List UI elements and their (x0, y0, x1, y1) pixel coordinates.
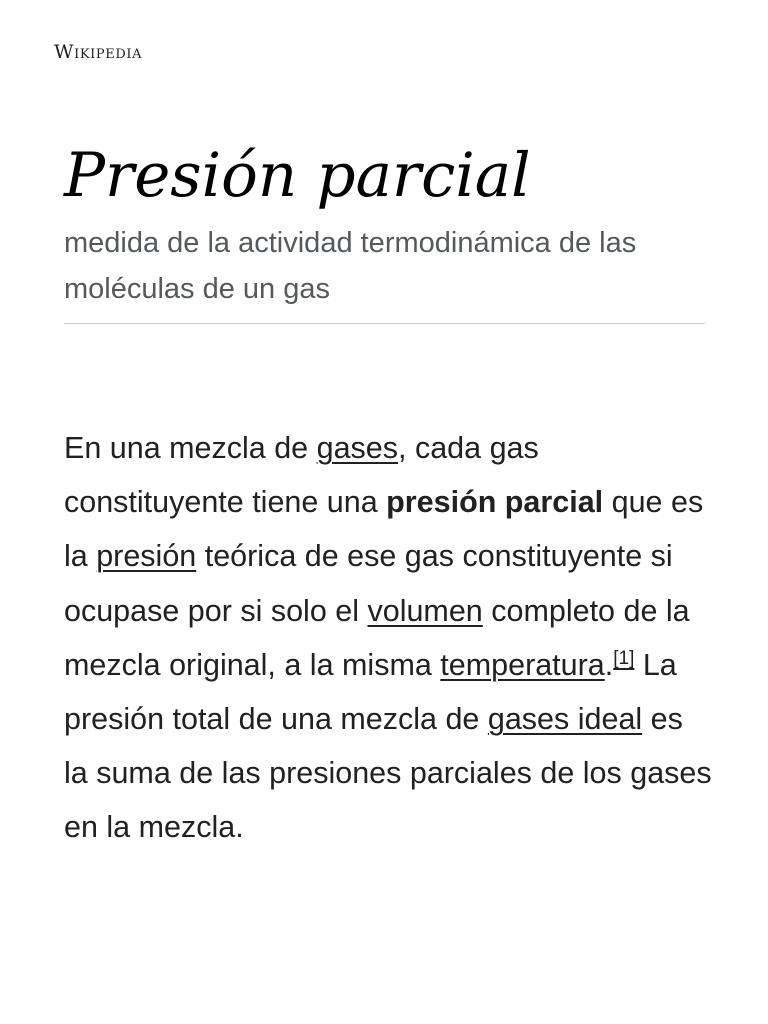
paragraph-text: En una mezcla de (64, 431, 317, 465)
paragraph-text: teórica de ese gas constituyente si ocupase por si solo el (64, 539, 673, 628)
reference-link[interactable]: [1] (613, 647, 635, 669)
article-paragraph (64, 421, 714, 855)
link-presion[interactable]: presión (96, 539, 197, 574)
page-description: medida de la actividad termodinámica de las moléculas de un gas (64, 227, 637, 305)
paragraph-text: que es la (64, 485, 704, 574)
link-temperatura[interactable]: temperatura (440, 647, 605, 682)
paragraph-text: es la suma de las presiones parciales de los gases en la mezcla. (64, 702, 712, 845)
link-volumen[interactable]: volumen (367, 593, 483, 628)
paragraph-text: . (604, 647, 614, 682)
link-gases-ideal[interactable]: gases ideal (487, 702, 643, 737)
paragraph-text: , cada gas constituyente tiene una (64, 431, 539, 520)
paragraph-text: La presión total de una mezcla de (64, 647, 677, 737)
wikipedia-wordmark[interactable]: Wikipedia (54, 41, 143, 63)
title-divider (64, 323, 705, 324)
link-gases[interactable]: gases (316, 431, 399, 465)
paragraph-text: completo de la mezcla original, a la misma (64, 593, 690, 682)
page-title: Presión parcial (64, 140, 531, 211)
bold-term: presión parcial (386, 485, 604, 520)
